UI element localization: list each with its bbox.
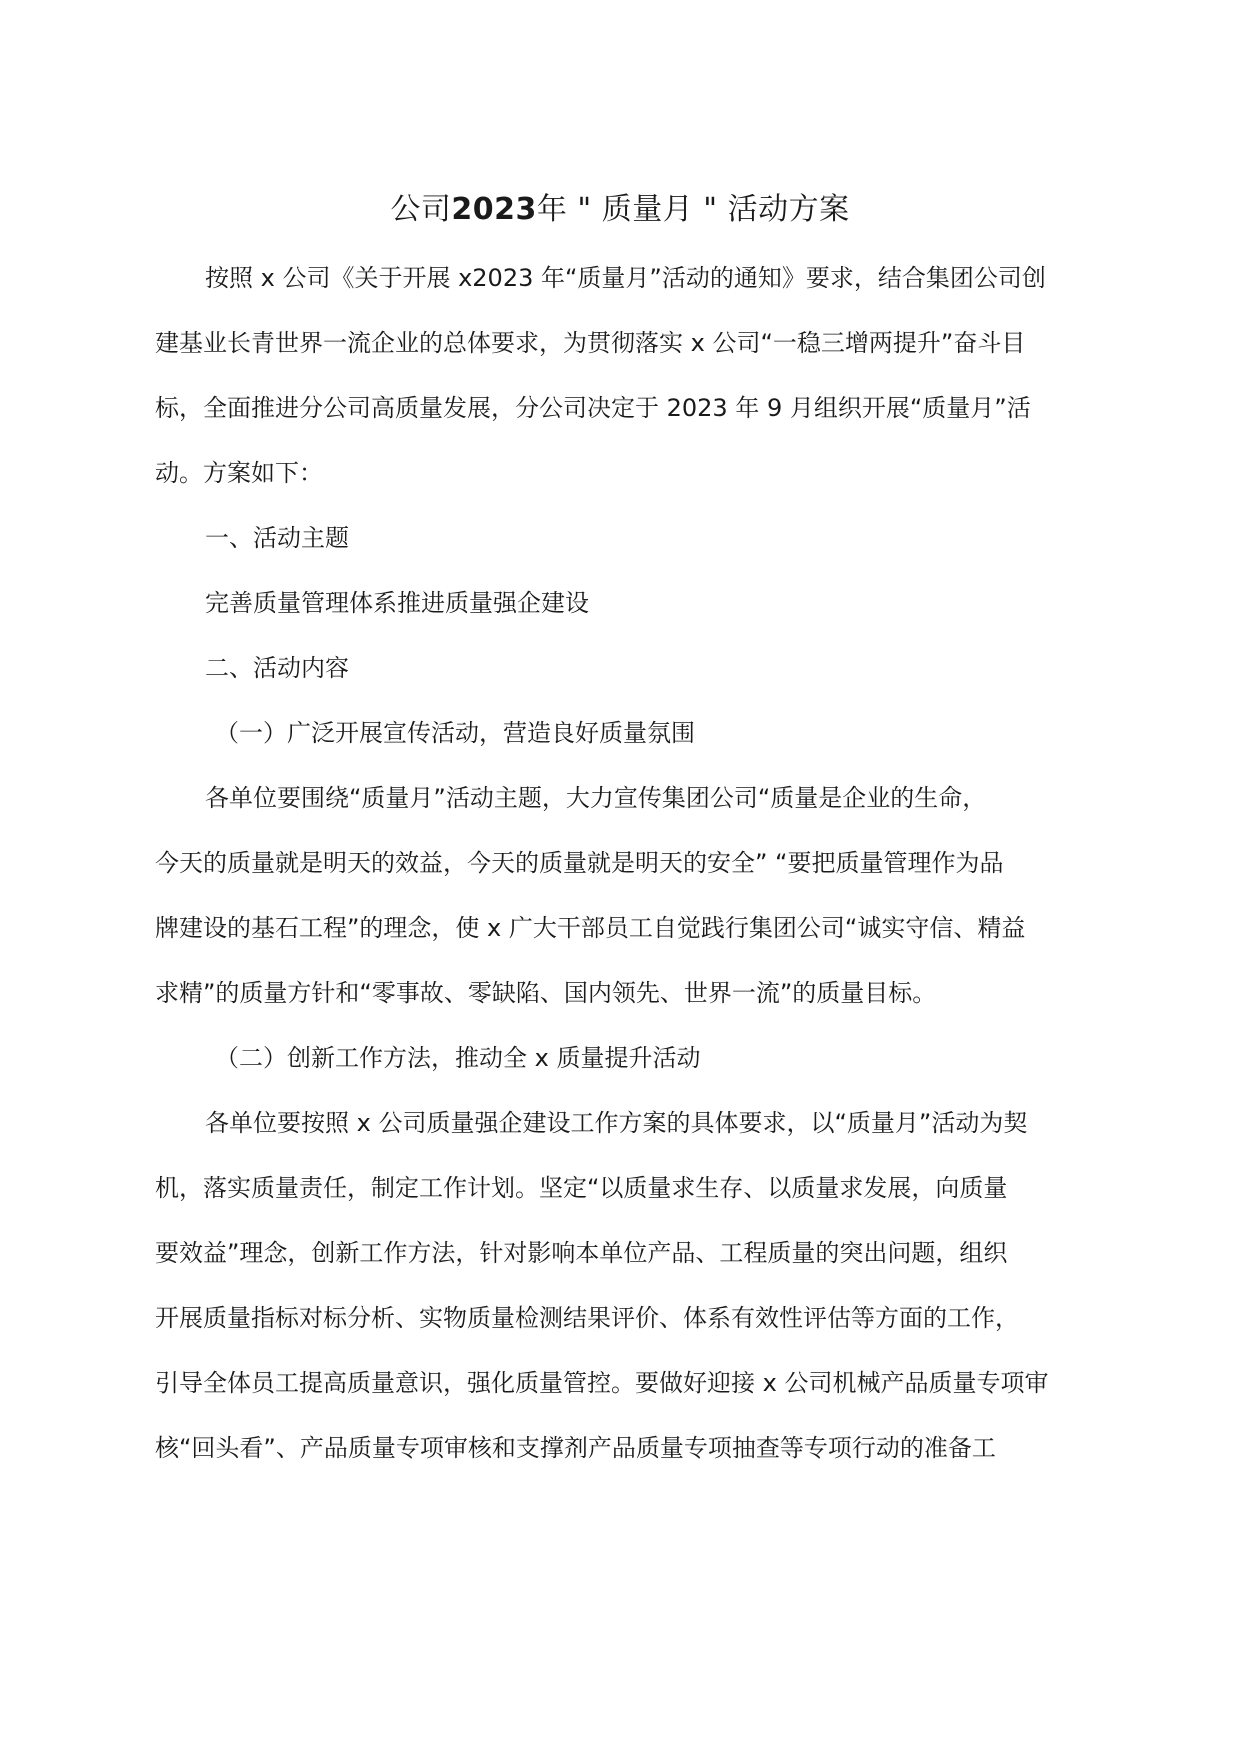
text-line: 二、活动内容 — [205, 654, 349, 682]
text-line: 各单位要围绕“质量月”活动主题，大力宣传集团公司“质量是企业的生命， — [205, 784, 987, 812]
text-line: 建基业长青世界一流企业的总体要求，为贯彻落实 x 公司“一稳三增两提升”奋斗目 — [155, 329, 1026, 357]
text-line: 机，落实质量责任，制定工作计划。坚定“以质量求生存、以质量求发展，向质量 — [155, 1174, 1008, 1202]
text-line: 开展质量指标对标分析、实物质量检测结果评价、体系有效性评估等方面的工作， — [155, 1304, 1019, 1332]
title-year: 2023 — [451, 192, 537, 227]
text-line: 完善质量管理体系推进质量强企建设 — [205, 589, 589, 617]
text-line: 核“回头看”、产品质量专项审核和支撑剂产品质量专项抽查等专项行动的准备工 — [155, 1434, 996, 1462]
text-line: 要效益”理念，创新工作方法，针对影响本单位产品、工程质量的突出问题，组织 — [155, 1239, 1008, 1267]
text-line: 今天的质量就是明天的效益，今天的质量就是明天的安全” “要把质量管理作为品 — [155, 849, 1004, 877]
title-prefix: 公司 — [390, 192, 452, 227]
text-line: 一、活动主题 — [205, 524, 349, 552]
text-line: 引导全体员工提高质量意识，强化质量管控。要做好迎接 x 公司机械产品质量专项审 — [155, 1369, 1049, 1397]
text-line: （一）广泛开展宣传活动，营造良好质量氛围 — [215, 719, 695, 747]
text-line: 按照 x 公司《关于开展 x2023 年“质量月”活动的通知》要求，结合集团公司创 — [205, 264, 1046, 292]
text-line: 各单位要按照 x 公司质量强企建设工作方案的具体要求，以“质量月”活动为契 — [205, 1109, 1028, 1137]
title-suffix: 年 " 质量月 " 活动方案 — [536, 192, 850, 227]
text-line: 求精”的质量方针和“零事故、零缺陷、国内领先、世界一流”的质量目标。 — [155, 979, 937, 1007]
text-line: 动。方案如下： — [155, 459, 323, 487]
text-line: 标，全面推进分公司高质量发展，分公司决定于 2023 年 9 月组织开展“质量月”活 — [155, 394, 1031, 422]
text-line: （二）创新工作方法，推动全 x 质量提升活动 — [215, 1044, 701, 1072]
document-body — [155, 255, 1085, 1490]
document-title — [0, 190, 1240, 230]
text-line: 牌建设的基石工程”的理念，使 x 广大干部员工自觉践行集团公司“诚实守信、精益 — [155, 914, 1026, 942]
